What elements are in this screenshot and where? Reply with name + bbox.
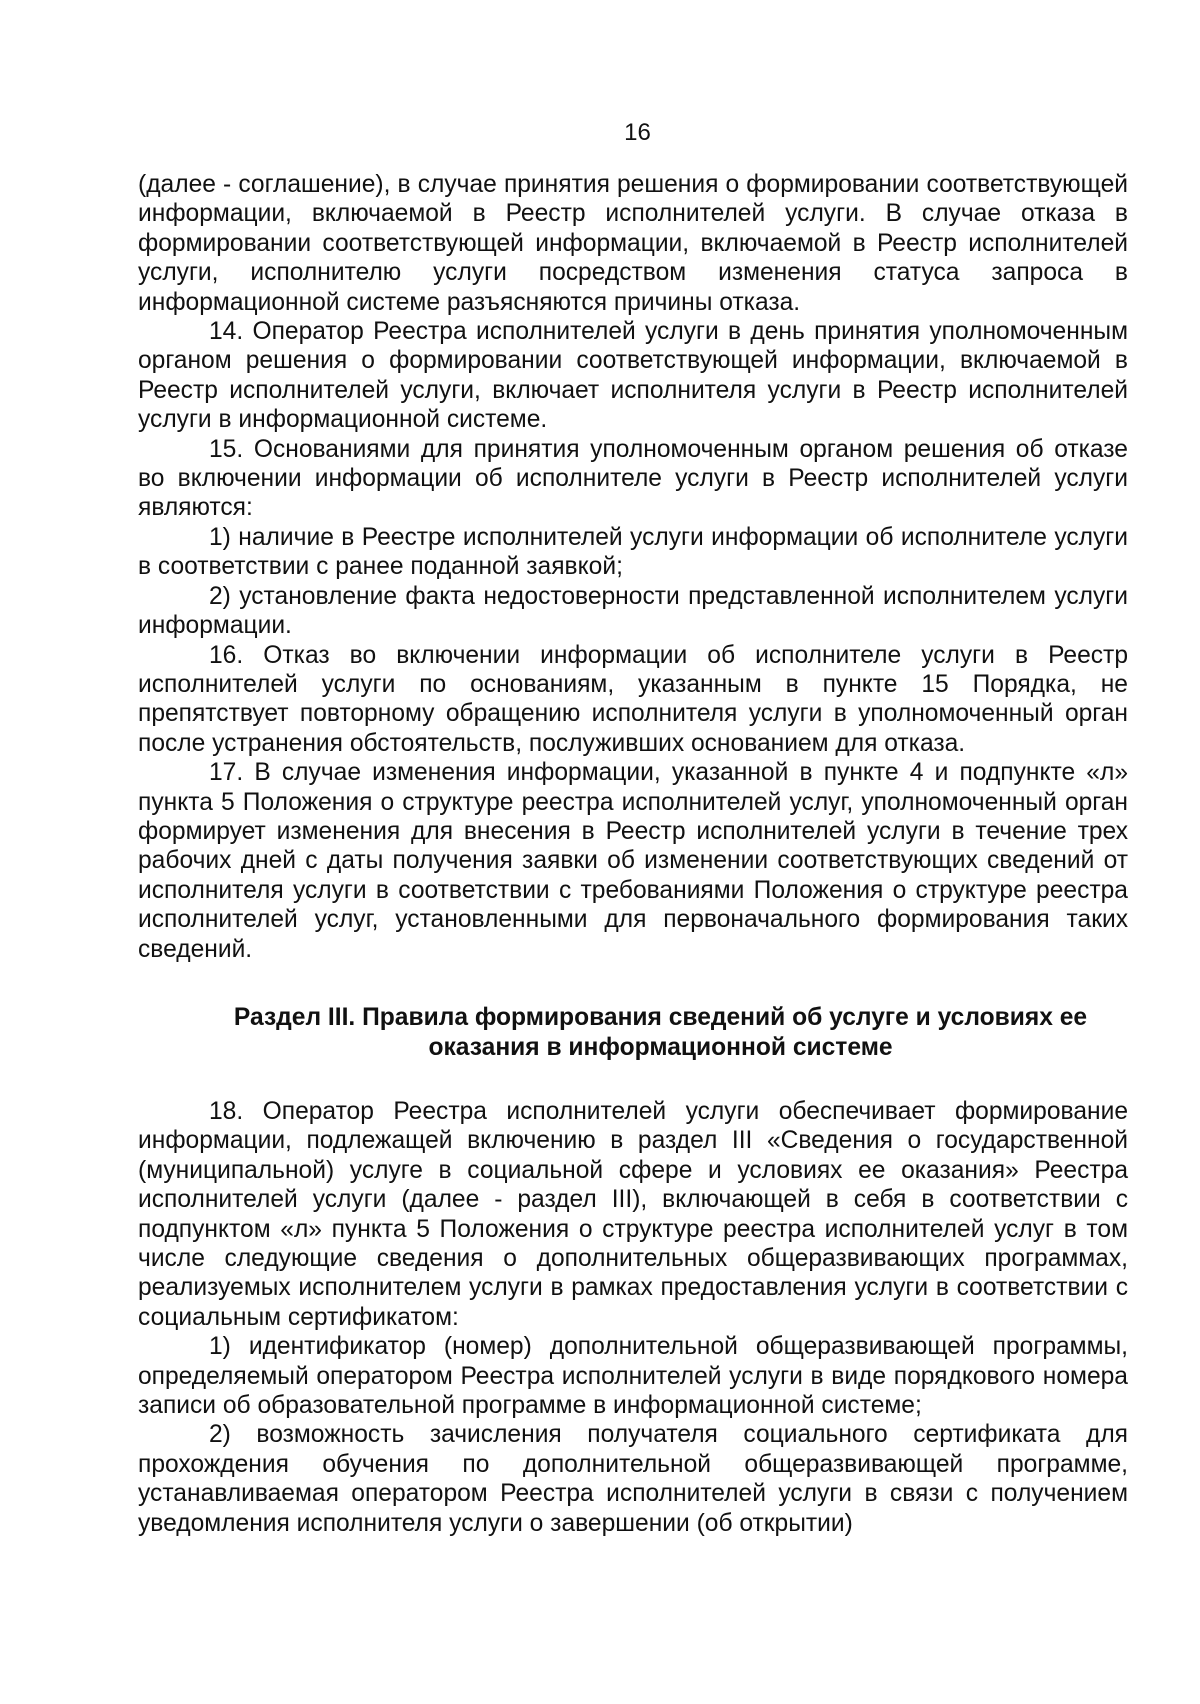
paragraph-15: 15. Основаниями для принятия уполномоченным органом решения об отказе во включении информации об исполнителе услуги в Реестр исполнителей услуги являются:: [138, 435, 1128, 522]
page-number: 16: [624, 119, 651, 146]
paragraph-18-item-2: 2) возможность зачисления получателя социального сертификата для прохождения обучения по дополнительной общеразвивающей программе, устанавливаемая оператором Реестра исполнителей услуги в связи с получением уведомления исполнителя услуги о завершении (об открытии): [138, 1421, 1128, 1537]
paragraph-16: 16. Отказ во включении информации об исполнителе услуги в Реестр исполнителей услуги по основаниям, указанным в пункте 15 Порядка, не препятствует повторному обращению исполнителя услуги в уполномоченный орган после устранения обстоятельств, послуживших основанием для отказа.: [138, 641, 1128, 757]
paragraph-continuation: (далее - соглашение), в случае принятия решения о формировании соответствующей информации, включаемой в Реестр исполнителей услуги. В случае отказа в формировании соответствующей информации, включаемой в Реестр исполнителей услуги, исполнителю услуги посредством изменения статуса запроса в информационной системе разъясняются причины отказа.: [138, 171, 1128, 316]
paragraph-15-item-2: 2) установление факта недостоверности представленной исполнителем услуги информации.: [138, 582, 1128, 640]
paragraph-14: 14. Оператор Реестра исполнителей услуги в день принятия уполномоченным органом решения о формировании соответствующей информации, включаемой в Реестр исполнителей услуги, включает исполнителя услуги в Реестр исполнителей услуги в информационной системе.: [138, 318, 1128, 434]
paragraph-17: 17. В случае изменения информации, указанной в пункте 4 и подпункте «л» пункта 5 Положения о структуре реестра исполнителей услуг, уполномоченный орган формирует изменения для внесения в Реестр исполнителей услуги в течение трех рабочих дней с даты получения заявки об изменении соответствующих сведений от исполнителя услуги в соответствии с требованиями Положения о структуре реестра исполнителей услуг, установленными для первоначального формирования таких сведений.: [138, 759, 1128, 963]
document-body: [138, 170, 1128, 1538]
paragraph-18: 18. Оператор Реестра исполнителей услуги обеспечивает формирование информации, подлежащей включению в раздел III «Сведения о государственной (муниципальной) услуге в социальной сфере и условиях ее оказания» Реестра исполнителей услуги (далее - раздел III), включающей в себя в соответствии с подпунктом «л» пункта 5 Положения о структуре реестра исполнителей услуг в том числе следующие сведения о дополнительных общеразвивающих программах, реализуемых исполнителем услуги в рамках предоставления услуги в соответствии с социальным сертификатом:: [138, 1097, 1128, 1331]
paragraph-18-item-1: 1) идентификатор (номер) дополнительной общеразвивающей программы, определяемый оператором Реестра исполнителей услуги в виде порядкового номера записи об образовательной программе в информационной системе;: [138, 1333, 1128, 1420]
section-heading: Раздел III. Правила формирования сведений об услуге и условиях ее оказания в информационной системе: [233, 1003, 1088, 1061]
paragraph-15-item-1: 1) наличие в Реестре исполнителей услуги информации об исполнителе услуги в соответствии с ранее поданной заявкой;: [138, 523, 1128, 581]
